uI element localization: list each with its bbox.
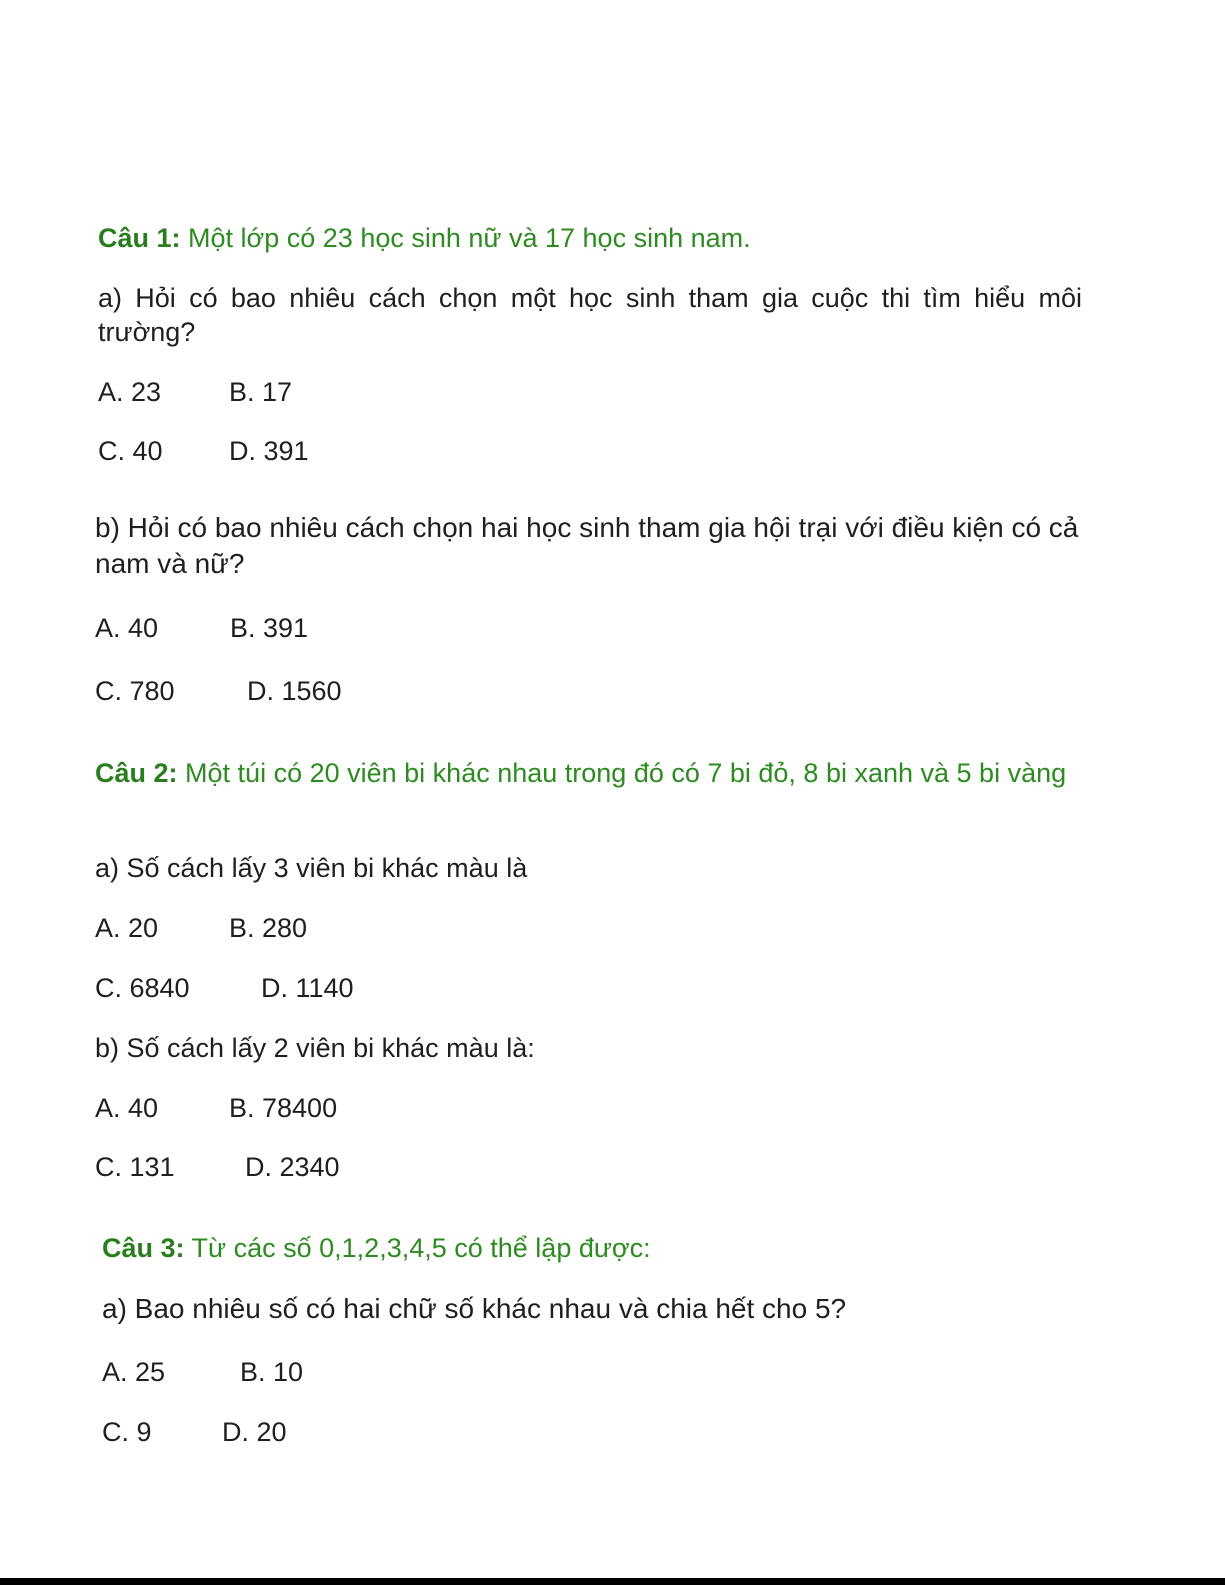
question-3-text: Từ các số 0,1,2,3,4,5 có thể lập được: (191, 1233, 651, 1263)
bottom-border-rule (0, 1578, 1225, 1585)
question-2b-option-d: D. 2340 (245, 1152, 340, 1182)
question-2-text: Một túi có 20 viên bi khác nhau trong đó có 7 bi đỏ, 8 bi xanh và 5 bi vàng (185, 758, 1067, 788)
question-1a-option-b: B. 17 (229, 377, 293, 407)
question-2-label: Câu 2: (95, 758, 178, 788)
question-3a-text: a) Bao nhiêu số có hai chữ số khác nhau và chia hết cho 5? (102, 1293, 847, 1324)
question-1b-text: b) Hỏi có bao nhiêu cách chọn hai học sinh tham gia hội trại với điều kiện có cả nam và nữ? (95, 512, 1079, 579)
question-1b-option-d: D. 1560 (247, 676, 342, 706)
question-1b-option-b: B. 391 (230, 613, 309, 643)
question-2a-option-a: A. 20 (95, 913, 159, 943)
question-1a-text: a) Hỏi có bao nhiêu cách chọn một học sinh tham gia cuộc thi tìm hiểu môi trường? (98, 283, 1082, 347)
question-3-label: Câu 3: (102, 1233, 185, 1263)
question-1a-option-d: D. 391 (229, 436, 309, 466)
question-1b-option-a: A. 40 (95, 613, 159, 643)
question-2b-option-c: C. 131 (95, 1152, 175, 1182)
question-2a-text: a) Số cách lấy 3 viên bi khác màu là (95, 853, 528, 883)
question-2b-text: b) Số cách lấy 2 viên bi khác màu là: (95, 1033, 535, 1063)
question-1-label: Câu 1: (98, 223, 181, 253)
question-1-text: Một lớp có 23 học sinh nữ và 17 học sinh nam. (188, 223, 751, 253)
question-3a-option-b: B. 10 (240, 1357, 304, 1387)
question-2a-option-c: C. 6840 (95, 973, 190, 1003)
question-2b-option-a: A. 40 (95, 1093, 159, 1123)
question-3a-option-d: D. 20 (222, 1417, 287, 1447)
question-1a-option-c: C. 40 (98, 436, 163, 466)
question-2b-option-b: B. 78400 (229, 1093, 338, 1123)
question-1b-option-c: C. 780 (95, 676, 175, 706)
question-3a-option-c: C. 9 (102, 1417, 152, 1447)
question-1-title (98, 221, 751, 255)
question-2a-option-b: B. 280 (229, 913, 308, 943)
question-2-title (95, 756, 1105, 790)
question-1a-option-a: A. 23 (98, 377, 162, 407)
question-2a-option-d: D. 1140 (261, 973, 354, 1003)
question-3-title (102, 1231, 651, 1265)
question-3a-option-a: A. 25 (102, 1357, 166, 1387)
